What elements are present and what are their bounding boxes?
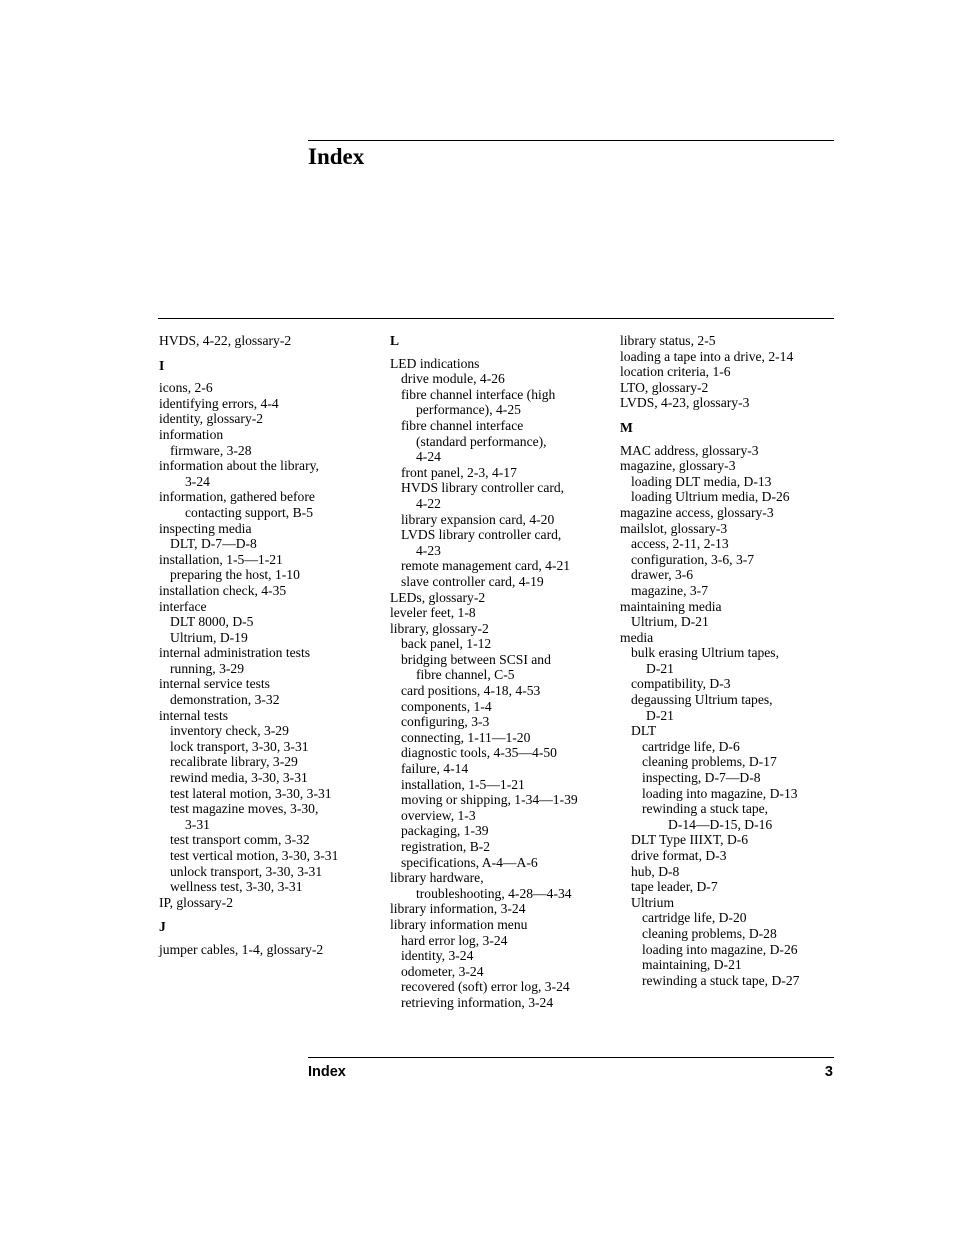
index-entry — [159, 754, 384, 770]
index-entry — [390, 527, 615, 558]
index-entry-text: HVDS library controller card, — [401, 480, 565, 496]
index-entry — [390, 574, 615, 590]
index-entry-text: firmware, 3-28 — [170, 442, 252, 458]
index-entry-text: location criteria, 1-6 — [620, 364, 731, 380]
index-entry-text: loading into magazine, D-13 — [642, 785, 798, 801]
index-entry — [390, 995, 615, 1011]
index-entry-text: library, glossary-2 — [390, 620, 489, 636]
index-entry — [390, 683, 615, 699]
index-entry — [390, 808, 615, 824]
index-entry-text: LED indications — [390, 355, 480, 371]
index-entry — [620, 505, 840, 521]
index-entry-text: back panel, 1-12 — [401, 636, 492, 652]
index-entry-text: media — [620, 629, 654, 645]
index-entry — [620, 474, 840, 490]
index-column-1 — [159, 333, 384, 958]
index-entry — [620, 489, 840, 505]
index-letter-heading: I — [159, 357, 165, 373]
index-entry-text: library status, 2-5 — [620, 333, 716, 348]
index-column-2 — [390, 333, 615, 1011]
index-entry-text: access, 2-11, 2-13 — [631, 536, 729, 552]
index-entry-text: inspecting media — [159, 520, 252, 536]
index-entry-continuation: 3-31 — [185, 816, 210, 832]
index-entry-text: configuration, 3-6, 3-7 — [631, 551, 755, 567]
page-title: Index — [308, 144, 365, 169]
index-entry-continuation: fibre channel, C-5 — [416, 667, 515, 683]
index-entry — [620, 443, 840, 459]
index-entry — [390, 480, 615, 511]
index-entry-text: identity, 3-24 — [401, 948, 474, 964]
index-entry — [390, 777, 615, 793]
index-entry-text: running, 3-29 — [170, 660, 245, 676]
index-entry — [159, 396, 384, 412]
index-entry — [390, 979, 615, 995]
index-letter-heading: J — [159, 919, 166, 935]
index-entry-text: identity, glossary-2 — [159, 411, 264, 427]
index-entry — [620, 754, 840, 770]
index-entry — [620, 801, 840, 832]
index-entry — [390, 964, 615, 980]
index-entry-text: LVDS, 4-23, glossary-3 — [620, 395, 750, 411]
index-entry-text: inventory check, 3-29 — [170, 723, 289, 739]
index-entry-text: loading into magazine, D-26 — [642, 941, 798, 957]
index-entry-continuation: troubleshooting, 4-28—4-34 — [416, 885, 572, 901]
index-entry — [620, 942, 840, 958]
index-entry — [620, 583, 840, 599]
index-entry — [390, 855, 615, 871]
index-entry — [159, 427, 384, 443]
index-entry-continuation: 3-24 — [185, 473, 210, 489]
index-entry-text: recovered (soft) error log, 3-24 — [401, 979, 570, 995]
index-entry — [390, 870, 615, 901]
index-entry — [390, 621, 615, 637]
index-entry-text: recalibrate library, 3-29 — [170, 754, 298, 770]
index-entry — [159, 864, 384, 880]
index-entry — [159, 583, 384, 599]
index-entry-text: fibre channel interface (high — [401, 386, 556, 402]
index-entry — [159, 411, 384, 427]
index-entry — [390, 356, 615, 372]
index-entry — [620, 879, 840, 895]
index-entry-text: Ultrium, D-19 — [170, 629, 248, 645]
index-entry-continuation: contacting support, B-5 — [185, 504, 313, 520]
index-entry-text: maintaining media — [620, 598, 722, 614]
index-entry — [620, 973, 840, 989]
index-entry — [620, 692, 840, 723]
index-entry — [159, 692, 384, 708]
index-entry — [390, 745, 615, 761]
index-entry-text: cartridge life, D-20 — [642, 910, 747, 926]
index-entry — [159, 770, 384, 786]
index-column-3 — [620, 333, 840, 988]
index-entry — [159, 333, 384, 349]
index-entry-text: diagnostic tools, 4-35—4-50 — [401, 745, 557, 761]
index-entry — [159, 458, 384, 489]
index-entry — [620, 349, 840, 365]
index-entry — [620, 957, 840, 973]
index-entry — [159, 536, 384, 552]
section-rule — [158, 318, 834, 319]
index-entry — [390, 605, 615, 621]
index-entry — [620, 848, 840, 864]
index-entry-text: drive format, D-3 — [631, 848, 727, 863]
index-entry-text: registration, B-2 — [401, 839, 491, 854]
index-entry-text: overview, 1-3 — [401, 807, 476, 823]
index-entry-continuation: D-14—D-15, D-16 — [668, 816, 773, 832]
index-entry — [390, 699, 615, 715]
index-entry-text: tape leader, D-7 — [631, 879, 718, 895]
index-entry — [159, 676, 384, 692]
index-entry-text: degaussing Ultrium tapes, — [631, 692, 773, 708]
index-entry-text: lock transport, 3-30, 3-31 — [170, 738, 309, 754]
index-entry-text: HVDS, 4-22, glossary-2 — [159, 333, 292, 348]
index-entry — [159, 801, 384, 832]
index-entry-text: hard error log, 3-24 — [401, 932, 508, 948]
index-entry-text: DLT 8000, D-5 — [170, 614, 254, 630]
index-entry-continuation: D-21 — [646, 660, 674, 676]
index-entry — [159, 848, 384, 864]
index-entry-text: library hardware, — [390, 870, 484, 886]
index-entry — [390, 558, 615, 574]
index-entry-text: connecting, 1-11—1-20 — [401, 729, 531, 745]
index-entry — [159, 380, 384, 396]
index-entry-text: installation check, 4-35 — [159, 582, 287, 598]
index-entry-text: information about the library, — [159, 458, 319, 474]
footer-label: Index — [308, 1064, 346, 1080]
index-entry — [159, 630, 384, 646]
index-entry — [620, 910, 840, 926]
index-entry — [159, 521, 384, 537]
index-entry-text: information, gathered before — [159, 489, 315, 505]
index-entry-text: leveler feet, 1-8 — [390, 605, 476, 621]
index-entry — [390, 933, 615, 949]
index-entry — [159, 552, 384, 568]
index-entry-text: fibre channel interface — [401, 417, 524, 433]
index-entry — [390, 948, 615, 964]
index-entry — [620, 895, 840, 911]
index-entry — [390, 839, 615, 855]
index-entry-text: bulk erasing Ultrium tapes, — [631, 645, 779, 661]
index-entry-continuation: 4-24 — [416, 449, 441, 465]
index-entry — [159, 942, 384, 958]
index-entry-text: maintaining, D-21 — [642, 957, 742, 973]
index-entry-text: rewinding a stuck tape, — [642, 801, 769, 817]
index-entry-text: test transport comm, 3-32 — [170, 832, 310, 848]
index-entry-text: rewinding a stuck tape, D-27 — [642, 972, 800, 988]
index-entry-text: configuring, 3-3 — [401, 714, 490, 730]
index-entry-text: hub, D-8 — [631, 863, 680, 879]
index-entry — [620, 832, 840, 848]
index-entry — [159, 708, 384, 724]
index-entry-continuation: 4-22 — [416, 495, 441, 511]
index-entry-text: Ultrium, D-21 — [631, 614, 709, 630]
index-entry-text: cartridge life, D-6 — [642, 738, 740, 754]
index-entry-text: rewind media, 3-30, 3-31 — [170, 770, 308, 786]
index-entry — [159, 661, 384, 677]
index-entry — [159, 614, 384, 630]
index-entry-text: DLT, D-7—D-8 — [170, 536, 257, 552]
index-entry — [159, 723, 384, 739]
index-entry — [620, 645, 840, 676]
index-entry-text: Ultrium — [631, 894, 675, 910]
index-entry — [620, 380, 840, 396]
index-entry-text: LTO, glossary-2 — [620, 379, 709, 395]
index-entry-text: packaging, 1-39 — [401, 823, 489, 839]
index-entry-text: installation, 1-5—1-21 — [401, 776, 525, 792]
index-entry-text: cleaning problems, D-28 — [642, 925, 777, 941]
index-entry — [390, 512, 615, 528]
index-entry — [620, 739, 840, 755]
index-entry-text: remote management card, 4-21 — [401, 558, 571, 574]
index-entry — [620, 630, 840, 646]
index-entry-continuation: 4-23 — [416, 542, 441, 558]
index-entry — [390, 387, 615, 418]
index-entry-text: wellness test, 3-30, 3-31 — [170, 879, 303, 895]
index-entry — [159, 443, 384, 459]
index-entry-text: loading Ultrium media, D-26 — [631, 489, 790, 505]
index-entry-text: library information, 3-24 — [390, 901, 526, 917]
index-entry — [620, 458, 840, 474]
index-entry — [390, 917, 615, 933]
index-entry-text: odometer, 3-24 — [401, 963, 484, 979]
index-entry — [620, 521, 840, 537]
index-entry — [620, 864, 840, 880]
index-entry-text: magazine, 3-7 — [631, 582, 708, 598]
index-entry-text: library expansion card, 4-20 — [401, 511, 555, 527]
footer-rule — [308, 1057, 834, 1058]
index-entry-text: slave controller card, 4-19 — [401, 573, 544, 589]
page-number: 3 — [824, 1064, 833, 1080]
index-entry — [620, 599, 840, 615]
index-entry — [159, 489, 384, 520]
index-entry-text: LVDS library controller card, — [401, 527, 562, 543]
index-entry-text: components, 1-4 — [401, 698, 492, 714]
index-entry-text: icons, 2-6 — [159, 380, 213, 396]
index-entry — [159, 879, 384, 895]
index-entry-text: card positions, 4-18, 4-53 — [401, 683, 541, 699]
index-entry-text: drive module, 4-26 — [401, 371, 505, 387]
index-entry — [159, 832, 384, 848]
index-entry-text: DLT — [631, 723, 657, 739]
index-entry-text: magazine access, glossary-3 — [620, 504, 774, 520]
index-entry — [159, 786, 384, 802]
index-entry-text: preparing the host, 1-10 — [170, 567, 300, 583]
index-entry — [390, 823, 615, 839]
index-entry — [620, 926, 840, 942]
index-entry — [390, 636, 615, 652]
index-entry — [620, 395, 840, 411]
index-entry-text: specifications, A-4—A-6 — [401, 854, 538, 870]
index-entry — [159, 567, 384, 583]
index-entry-text: demonstration, 3-32 — [170, 692, 280, 708]
index-entry — [620, 567, 840, 583]
index-entry-text: test magazine moves, 3-30, — [170, 801, 319, 817]
index-entry — [620, 536, 840, 552]
index-entry-text: cleaning problems, D-17 — [642, 754, 777, 770]
index-entry-text: interface — [159, 598, 207, 614]
index-entry-text: drawer, 3-6 — [631, 567, 694, 583]
index-entry — [159, 599, 384, 615]
index-entry-text: library information menu — [390, 916, 528, 932]
index-entry-text: information — [159, 426, 224, 442]
index-entry — [620, 333, 840, 349]
index-entry — [620, 786, 840, 802]
index-letter-heading: M — [620, 419, 633, 435]
index-entry-text: failure, 4-14 — [401, 761, 469, 777]
index-entry-text: DLT Type IIIXT, D-6 — [631, 832, 749, 848]
index-entry — [390, 792, 615, 808]
index-entry — [620, 723, 840, 739]
index-entry — [390, 730, 615, 746]
index-entry — [390, 714, 615, 730]
index-entry — [390, 418, 615, 465]
index-entry — [159, 645, 384, 661]
index-entry-text: retrieving information, 3-24 — [401, 994, 554, 1010]
index-entry-text: mailslot, glossary-3 — [620, 520, 728, 536]
index-entry-text: unlock transport, 3-30, 3-31 — [170, 863, 323, 879]
index-entry-text: test vertical motion, 3-30, 3-31 — [170, 848, 339, 863]
index-entry-text: MAC address, glossary-3 — [620, 442, 759, 458]
index-entry — [390, 652, 615, 683]
index-entry-text: inspecting, D-7—D-8 — [642, 770, 761, 786]
index-entry — [390, 465, 615, 481]
index-entry — [390, 371, 615, 387]
index-entry-text: jumper cables, 1-4, glossary-2 — [159, 941, 324, 957]
index-entry-text: IP, glossary-2 — [159, 894, 234, 910]
index-entry-text: internal tests — [159, 707, 229, 723]
index-entry-continuation: (standard performance), — [416, 433, 547, 449]
index-entry-text: installation, 1-5—1-21 — [159, 551, 283, 567]
index-entry — [620, 614, 840, 630]
index-entry-continuation: performance), 4-25 — [416, 402, 521, 418]
index-entry — [620, 364, 840, 380]
top-rule — [308, 140, 834, 141]
index-entry-text: loading DLT media, D-13 — [631, 473, 772, 489]
index-letter-heading: L — [390, 333, 400, 348]
index-entry-text: compatibility, D-3 — [631, 676, 731, 692]
index-entry-text: internal service tests — [159, 676, 270, 692]
index-entry — [390, 901, 615, 917]
index-entry-text: front panel, 2-3, 4-17 — [401, 464, 517, 480]
index-entry — [620, 770, 840, 786]
index-entry — [390, 590, 615, 606]
index-entry-text: bridging between SCSI and — [401, 651, 551, 667]
index-entry — [159, 739, 384, 755]
index-entry-text: loading a tape into a drive, 2-14 — [620, 348, 794, 364]
index-entry-continuation: D-21 — [646, 707, 674, 723]
index-entry-text: identifying errors, 4-4 — [159, 395, 279, 411]
index-entry-text: magazine, glossary-3 — [620, 458, 736, 474]
index-entry-text: internal administration tests — [159, 645, 311, 661]
index-entry — [390, 761, 615, 777]
index-entry — [620, 552, 840, 568]
index-entry-text: LEDs, glossary-2 — [390, 589, 486, 605]
index-entry-text: test lateral motion, 3-30, 3-31 — [170, 785, 332, 801]
index-entry — [620, 676, 840, 692]
index-entry-text: moving or shipping, 1-34—1-39 — [401, 792, 578, 808]
index-entry — [159, 895, 384, 911]
